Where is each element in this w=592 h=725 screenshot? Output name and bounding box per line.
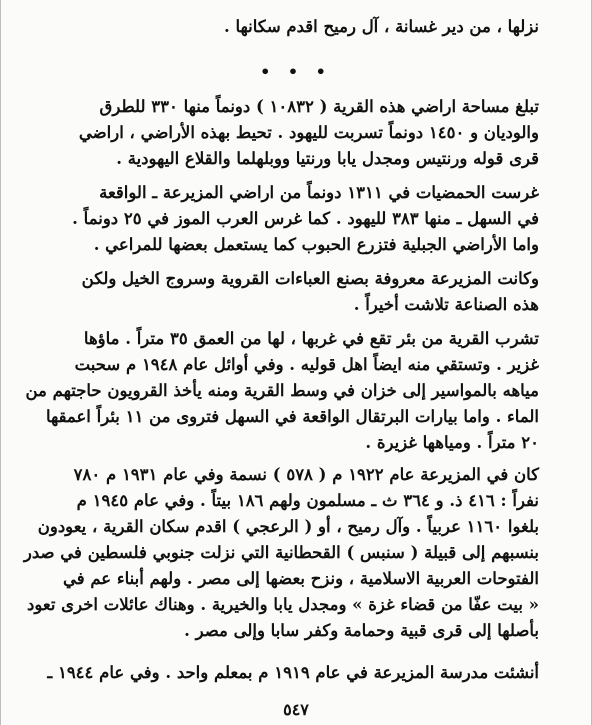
paragraph-land-area xyxy=(78,94,539,172)
text-line: بأصلها إلى قرى قبية وحمامة وكفر سابا وإلى مصر . xyxy=(184,621,539,640)
text-line: الماء . واما بيارات البرتقال الواقعة في السهل فتروى من ١١ بئراً اعمقها xyxy=(45,407,539,426)
text-line: بلغوا ١١٦٠ عربياً . وآل رميح ، أو ( الرعجي ) اقدم سكان القرية ، يعودون xyxy=(37,517,539,536)
text-line: في السهل ـ منها ٣٨٣ لليهود . كما غرس العرب الموز في ٢٥ دونماً . xyxy=(72,209,539,228)
text-line: أنشئت مدرسة المزيرعة في عام ١٩١٩ م بمعلم واحد . وفي عام ١٩٤٤ ـ xyxy=(47,663,539,682)
text-line: ٢٠ متراً . ومياهها غزيرة . xyxy=(365,433,539,452)
section-separator: • • • xyxy=(260,62,332,81)
paragraph-school xyxy=(47,660,539,686)
text-line: هذه الصناعة تلاشت أخيراً . xyxy=(353,295,539,314)
text-line: واما الأراضي الجبلية فتزرع الحبوب كما يستعمل بعضها للمراعي . xyxy=(93,235,539,254)
text-line: تشرب القرية من بئر تقع في غربها ، لها من العمق ٣٥ متراً . ماؤها xyxy=(83,329,539,348)
paragraph-agriculture xyxy=(72,180,539,258)
paragraph-water xyxy=(25,326,539,456)
text-line: مياهه بالمواسير إلى خزان في وسط القرية ومنه يأخذ القرويون حاجتهم من xyxy=(25,381,539,400)
text-line: وكانت المزيرعة معروفة بصنع العباءات القروية وسروج الخيل ولكن xyxy=(81,269,539,288)
text-line: بنسبهم إلى قبيلة ( سنبس ) القحطانية التي نزلت جنوبي فلسطين في صدر xyxy=(23,543,539,562)
page-number: ٥٤٧ xyxy=(283,700,309,719)
text-line: الفتوحات العربية الاسلامية ، ونزح بعضها إلى مصر . ولهم أبناء عم في xyxy=(62,569,539,588)
text-line: غرست الحمضيات في ١٣١١ دونماً من اراضي المزيرعة ـ الواقعة xyxy=(99,183,539,202)
text-line: والوديان و ١٤٥٠ دونماً تسربت لليهود . تحيط بهذه الأراضي ، اراضي xyxy=(78,123,539,142)
text-line: نزلها ، من دير غسانة ، آل رميح اقدم سكانها . xyxy=(224,17,539,36)
intro-line xyxy=(97,14,539,40)
text-line: كان في المزيرعة عام ١٩٢٢ م ( ٥٧٨ ) نسمة وفي عام ١٩٣١ م ٧٨٠ xyxy=(73,465,539,484)
text-line: « بيت عفّا من قضاء غزة » ومجدل يابا والخيرية . وهناك عائلات اخرى تعود xyxy=(27,595,539,614)
paragraph-crafts xyxy=(81,266,539,318)
paragraph-population xyxy=(23,462,539,644)
text-line: نفراً : ٤١٦ ذ. و ٣٦٤ ث ـ مسلمون ولهم ١٨٦ بيتاً . وفي عام ١٩٤٥ م xyxy=(76,491,539,510)
text-line: قرى قوله ورنتيس ومجدل يابا ورنتيا ووبلهلما والقلاع اليهودية . xyxy=(116,149,539,168)
text-line: تبلغ مساحة اراضي هذه القرية ( ١٠٨٣٢ ) دونماً منها ٣٣٠ للطرق xyxy=(99,97,539,116)
text-line: غزير . وتستقي منه ايضاً اهل قوليه . وفي أوائل عام ١٩٤٨ م سحبت xyxy=(74,355,539,374)
